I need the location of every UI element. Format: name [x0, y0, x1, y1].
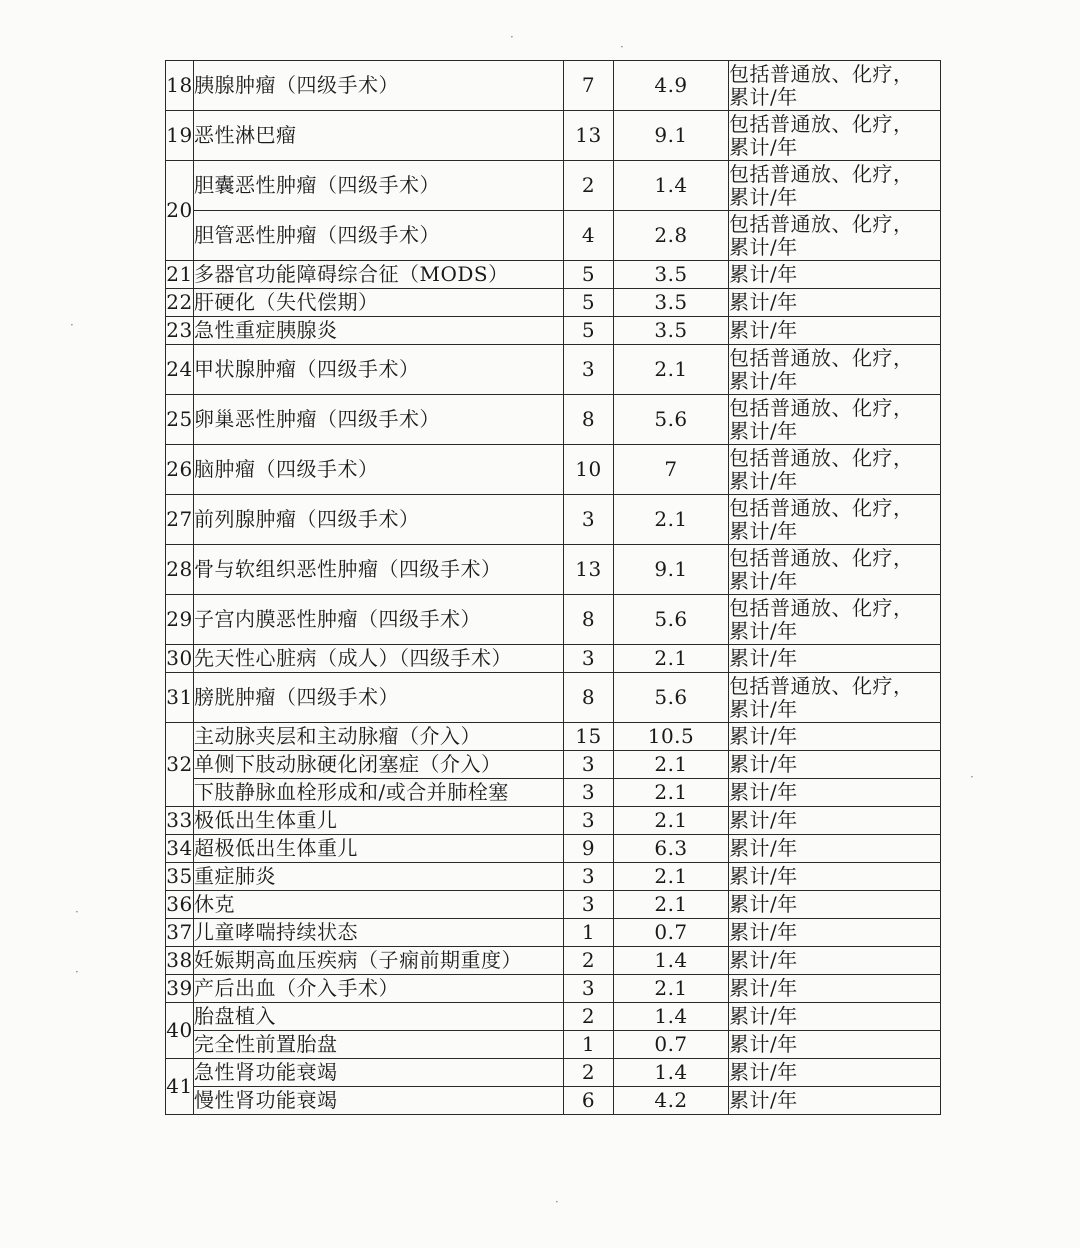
table-row	[166, 919, 941, 947]
row-number: 23	[166, 317, 194, 345]
row-number: 35	[166, 863, 194, 891]
row-number: 40	[166, 1003, 194, 1059]
value-cell: 7	[614, 445, 729, 495]
value-cell: 2.1	[614, 751, 729, 779]
disease-name: 甲状腺肿瘤（四级手术）	[194, 345, 564, 395]
table-row	[166, 289, 941, 317]
note-cell	[729, 111, 941, 161]
table-row	[166, 395, 941, 445]
case-count: 13	[564, 545, 614, 595]
table-row	[166, 161, 941, 211]
table-row	[166, 947, 941, 975]
value-cell: 6.3	[614, 835, 729, 863]
disease-name: 胰腺肿瘤（四级手术）	[194, 61, 564, 111]
table-row	[166, 835, 941, 863]
value-cell: 2.1	[614, 779, 729, 807]
case-count: 3	[564, 975, 614, 1003]
case-count: 4	[564, 211, 614, 261]
table-row	[166, 317, 941, 345]
note-cell	[729, 673, 941, 723]
disease-name: 先天性心脏病（成人）（四级手术）	[194, 645, 564, 673]
value-cell: 2.1	[614, 863, 729, 891]
value-cell: 2.1	[614, 495, 729, 545]
table-row	[166, 261, 941, 289]
scan-speck: ·	[75, 965, 79, 979]
note-line-1: 包括普通放、化疗，	[729, 673, 914, 698]
disease-name: 多器官功能障碍综合征（MODS）	[194, 261, 564, 289]
table-row	[166, 1087, 941, 1115]
disease-name: 急性重症胰腺炎	[194, 317, 564, 345]
value-cell: 1.4	[614, 161, 729, 211]
note-line-2: 累计/年	[729, 618, 798, 643]
note-line-1: 包括普通放、化疗，	[729, 445, 914, 470]
table-row	[166, 751, 941, 779]
table-row	[166, 1003, 941, 1031]
scan-speck: ·	[510, 30, 514, 44]
row-number: 37	[166, 919, 194, 947]
note-line-1: 累计/年	[729, 1088, 798, 1112]
note-line-1: 累计/年	[729, 892, 798, 916]
value-cell: 4.9	[614, 61, 729, 111]
note-line-2: 累计/年	[729, 84, 798, 109]
note-cell	[729, 61, 941, 111]
note-line-2: 累计/年	[729, 518, 798, 543]
note-cell	[729, 161, 941, 211]
note-line-2: 累计/年	[729, 368, 798, 393]
note-cell	[729, 947, 941, 975]
value-cell: 3.5	[614, 261, 729, 289]
case-count: 15	[564, 723, 614, 751]
note-line-1: 包括普通放、化疗，	[729, 211, 914, 236]
note-cell	[729, 211, 941, 261]
note-cell	[729, 919, 941, 947]
disease-name: 极低出生体重儿	[194, 807, 564, 835]
row-number: 33	[166, 807, 194, 835]
note-cell	[729, 317, 941, 345]
case-count: 3	[564, 751, 614, 779]
note-cell	[729, 345, 941, 395]
note-cell	[729, 545, 941, 595]
row-number: 26	[166, 445, 194, 495]
note-cell	[729, 261, 941, 289]
note-cell	[729, 395, 941, 445]
note-line-1: 累计/年	[729, 1032, 798, 1056]
note-line-1: 累计/年	[729, 836, 798, 860]
note-cell	[729, 289, 941, 317]
disease-name: 急性肾功能衰竭	[194, 1059, 564, 1087]
note-cell	[729, 445, 941, 495]
note-cell	[729, 1059, 941, 1087]
disease-name: 单侧下肢动脉硬化闭塞症（介入）	[194, 751, 564, 779]
case-count: 3	[564, 891, 614, 919]
case-count: 1	[564, 1031, 614, 1059]
value-cell: 2.1	[614, 891, 729, 919]
note-line-2: 累计/年	[729, 696, 798, 721]
row-number: 24	[166, 345, 194, 395]
row-number: 38	[166, 947, 194, 975]
disease-name: 胆囊恶性肿瘤（四级手术）	[194, 161, 564, 211]
note-line-1: 累计/年	[729, 948, 798, 972]
value-cell: 2.8	[614, 211, 729, 261]
table-row	[166, 645, 941, 673]
note-cell	[729, 891, 941, 919]
value-cell: 3.5	[614, 289, 729, 317]
table-row	[166, 345, 941, 395]
table-row	[166, 975, 941, 1003]
case-count: 2	[564, 1003, 614, 1031]
note-line-2: 累计/年	[729, 134, 798, 159]
table-row	[166, 1031, 941, 1059]
value-cell: 2.1	[614, 345, 729, 395]
row-number: 27	[166, 495, 194, 545]
value-cell: 0.7	[614, 919, 729, 947]
case-count: 3	[564, 495, 614, 545]
scan-speck: ·	[75, 905, 79, 919]
disease-name: 主动脉夹层和主动脉瘤（介入）	[194, 723, 564, 751]
table-row	[166, 723, 941, 751]
note-cell	[729, 751, 941, 779]
table-row	[166, 111, 941, 161]
note-line-1: 累计/年	[729, 808, 798, 832]
note-line-2: 累计/年	[729, 568, 798, 593]
scan-speck: ·	[970, 770, 974, 784]
disease-table	[165, 60, 941, 1115]
disease-name: 完全性前置胎盘	[194, 1031, 564, 1059]
case-count: 3	[564, 779, 614, 807]
case-count: 3	[564, 807, 614, 835]
note-cell	[729, 495, 941, 545]
note-line-1: 包括普通放、化疗，	[729, 595, 914, 620]
note-cell	[729, 645, 941, 673]
scan-speck: ·	[620, 40, 624, 54]
disease-name: 胎盘植入	[194, 1003, 564, 1031]
note-line-1: 累计/年	[729, 262, 798, 286]
value-cell: 5.6	[614, 395, 729, 445]
case-count: 5	[564, 317, 614, 345]
row-number: 22	[166, 289, 194, 317]
note-line-1: 累计/年	[729, 318, 798, 342]
table-row	[166, 807, 941, 835]
case-count: 2	[564, 1059, 614, 1087]
value-cell: 10.5	[614, 723, 729, 751]
case-count: 1	[564, 919, 614, 947]
table-row	[166, 779, 941, 807]
case-count: 9	[564, 835, 614, 863]
value-cell: 5.6	[614, 595, 729, 645]
value-cell: 2.1	[614, 807, 729, 835]
note-cell	[729, 779, 941, 807]
note-line-1: 包括普通放、化疗，	[729, 161, 914, 186]
note-line-1: 包括普通放、化疗，	[729, 111, 914, 136]
note-line-1: 累计/年	[729, 780, 798, 804]
value-cell: 1.4	[614, 1003, 729, 1031]
table-row	[166, 1059, 941, 1087]
note-line-1: 累计/年	[729, 646, 798, 670]
disease-name: 肝硬化（失代偿期）	[194, 289, 564, 317]
disease-name: 休克	[194, 891, 564, 919]
note-line-1: 包括普通放、化疗，	[729, 395, 914, 420]
value-cell: 2.1	[614, 645, 729, 673]
note-cell	[729, 1003, 941, 1031]
disease-name: 超极低出生体重儿	[194, 835, 564, 863]
table-row	[166, 545, 941, 595]
case-count: 13	[564, 111, 614, 161]
note-line-1: 包括普通放、化疗，	[729, 345, 914, 370]
note-cell	[729, 835, 941, 863]
row-number: 29	[166, 595, 194, 645]
note-line-1: 包括普通放、化疗，	[729, 545, 914, 570]
disease-name: 儿童哮喘持续状态	[194, 919, 564, 947]
value-cell: 4.2	[614, 1087, 729, 1115]
disease-name: 卵巢恶性肿瘤（四级手术）	[194, 395, 564, 445]
disease-table-body	[166, 61, 941, 1115]
table-row	[166, 595, 941, 645]
value-cell: 9.1	[614, 545, 729, 595]
table-row	[166, 495, 941, 545]
disease-name: 胆管恶性肿瘤（四级手术）	[194, 211, 564, 261]
case-count: 8	[564, 395, 614, 445]
case-count: 3	[564, 345, 614, 395]
row-number: 21	[166, 261, 194, 289]
note-line-1: 累计/年	[729, 864, 798, 888]
table-row	[166, 891, 941, 919]
value-cell: 2.1	[614, 975, 729, 1003]
note-line-2: 累计/年	[729, 184, 798, 209]
disease-name: 恶性淋巴瘤	[194, 111, 564, 161]
case-count: 2	[564, 161, 614, 211]
note-line-1: 累计/年	[729, 976, 798, 1000]
scan-speck: ·	[555, 1195, 559, 1209]
note-line-1: 累计/年	[729, 290, 798, 314]
table-row	[166, 211, 941, 261]
disease-name: 慢性肾功能衰竭	[194, 1087, 564, 1115]
note-cell	[729, 1031, 941, 1059]
note-line-1: 累计/年	[729, 724, 798, 748]
disease-name: 下肢静脉血栓形成和/或合并肺栓塞	[194, 779, 564, 807]
value-cell: 1.4	[614, 947, 729, 975]
note-cell	[729, 595, 941, 645]
value-cell: 0.7	[614, 1031, 729, 1059]
note-cell	[729, 1087, 941, 1115]
scan-speck: ·	[70, 318, 74, 332]
note-cell	[729, 807, 941, 835]
value-cell: 1.4	[614, 1059, 729, 1087]
case-count: 10	[564, 445, 614, 495]
disease-name: 骨与软组织恶性肿瘤（四级手术）	[194, 545, 564, 595]
disease-name: 前列腺肿瘤（四级手术）	[194, 495, 564, 545]
note-cell	[729, 863, 941, 891]
disease-name: 膀胱肿瘤（四级手术）	[194, 673, 564, 723]
note-line-1: 累计/年	[729, 1060, 798, 1084]
note-line-2: 累计/年	[729, 418, 798, 443]
row-number: 39	[166, 975, 194, 1003]
value-cell: 5.6	[614, 673, 729, 723]
row-number: 32	[166, 723, 194, 807]
case-count: 3	[564, 863, 614, 891]
note-cell	[729, 975, 941, 1003]
row-number: 18	[166, 61, 194, 111]
disease-name: 脑肿瘤（四级手术）	[194, 445, 564, 495]
table-row	[166, 863, 941, 891]
row-number: 30	[166, 645, 194, 673]
case-count: 7	[564, 61, 614, 111]
disease-name: 重症肺炎	[194, 863, 564, 891]
row-number: 25	[166, 395, 194, 445]
row-number: 34	[166, 835, 194, 863]
row-number: 31	[166, 673, 194, 723]
note-line-1: 累计/年	[729, 920, 798, 944]
case-count: 8	[564, 673, 614, 723]
disease-name: 子宫内膜恶性肿瘤（四级手术）	[194, 595, 564, 645]
table-row	[166, 445, 941, 495]
row-number: 36	[166, 891, 194, 919]
note-line-2: 累计/年	[729, 234, 798, 259]
case-count: 5	[564, 289, 614, 317]
note-line-1: 累计/年	[729, 752, 798, 776]
note-line-2: 累计/年	[729, 468, 798, 493]
case-count: 2	[564, 947, 614, 975]
row-number: 41	[166, 1059, 194, 1115]
row-number: 28	[166, 545, 194, 595]
disease-name: 妊娠期高血压疾病（子痫前期重度）	[194, 947, 564, 975]
case-count: 5	[564, 261, 614, 289]
note-cell	[729, 723, 941, 751]
table-row	[166, 61, 941, 111]
note-line-1: 包括普通放、化疗，	[729, 61, 914, 86]
value-cell: 3.5	[614, 317, 729, 345]
case-count: 6	[564, 1087, 614, 1115]
disease-name: 产后出血（介入手术）	[194, 975, 564, 1003]
case-count: 3	[564, 645, 614, 673]
row-number: 20	[166, 161, 194, 261]
value-cell: 9.1	[614, 111, 729, 161]
note-line-1: 包括普通放、化疗，	[729, 495, 914, 520]
table-row	[166, 673, 941, 723]
row-number: 19	[166, 111, 194, 161]
note-line-1: 累计/年	[729, 1004, 798, 1028]
case-count: 8	[564, 595, 614, 645]
